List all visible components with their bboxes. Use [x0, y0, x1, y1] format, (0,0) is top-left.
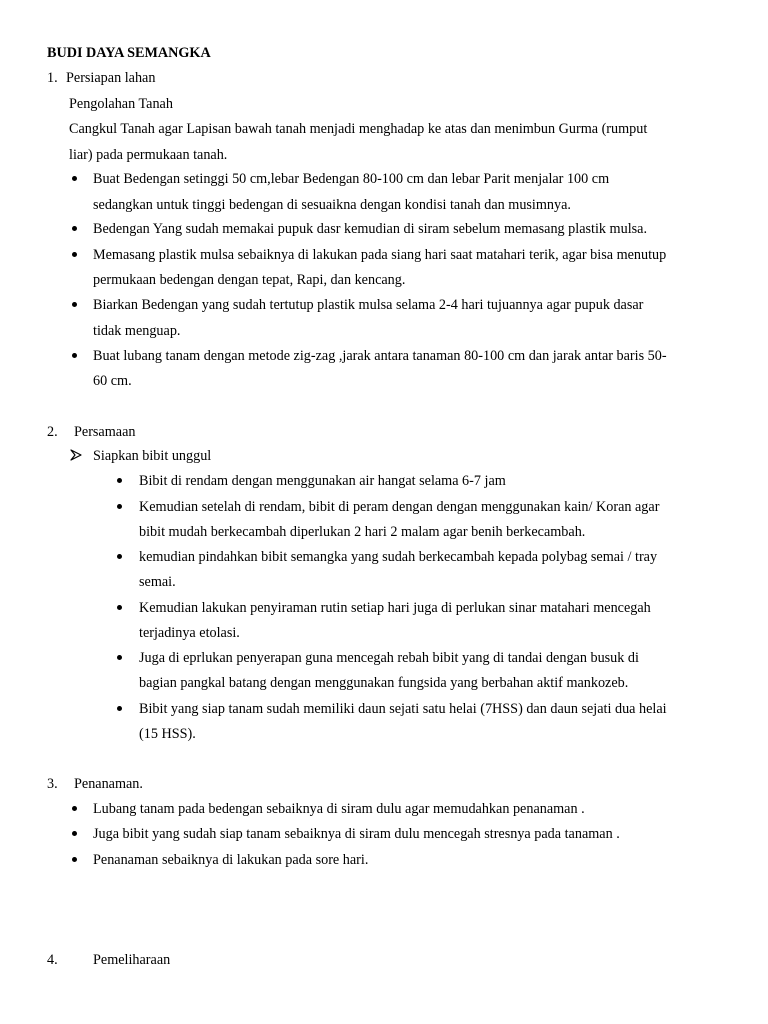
list-item-line: Bedengan Yang sudah memakai pupuk dasr kemudian di siram sebelum memasang plastik mulsa. [93, 221, 647, 237]
bullet-icon [72, 176, 77, 181]
list-item-line: Kemudian lakukan penyiraman rutin setiap hari juga di perlukan sinar matahari mencegah [139, 600, 651, 616]
bullet-icon [72, 353, 77, 358]
section-3-heading: Penanaman. [74, 776, 143, 792]
list-item-line: terjadinya etolasi. [139, 625, 240, 641]
list-item-line: permukaan bedengan dengan tepat, Rapi, dan kencang. [93, 272, 406, 288]
bullet-icon [117, 655, 122, 660]
section-1-subheading: Pengolahan Tanah [69, 96, 173, 112]
list-item-line: Kemudian setelah di rendam, bibit di peram dengan dengan menggunakan kain/ Koran agar [139, 499, 660, 515]
list-item-line: Buat Bedengan setinggi 50 cm,lebar Bedengan 80-100 cm dan lebar Parit menjalar 100 cm [93, 171, 610, 187]
section-2-number: 2. [47, 424, 58, 440]
bullet-icon [72, 806, 77, 811]
section-2-subheading: Siapkan bibit unggul [93, 448, 212, 464]
list-item-line: Biarkan Bedengan yang sudah tertutup plastik mulsa selama 2-4 hari tujuannya agar pupuk dasar [93, 297, 644, 313]
list-item-line: Bibit yang siap tanam sudah memiliki daun sejati satu helai (7HSS) dan daun sejati dua helai [139, 701, 667, 717]
bullet-icon [72, 857, 77, 862]
bullet-icon [72, 252, 77, 257]
section-4-number: 4. [47, 952, 58, 968]
list-item-line: (15 HSS). [139, 726, 196, 742]
section-1-heading: Persiapan lahan [66, 70, 156, 86]
section-1-intro-line: Cangkul Tanah agar Lapisan bawah tanah menjadi menghadap ke atas dan menimbun Gurma (rumput [69, 121, 648, 137]
list-item-line: Memasang plastik mulsa sebaiknya di lakukan pada siang hari saat matahari terik, agar bisa menutup [93, 247, 667, 263]
list-item-line: 60 cm. [93, 373, 132, 389]
list-item-line: Penanaman sebaiknya di lakukan pada sore hari. [93, 852, 369, 868]
bullet-icon [117, 706, 122, 711]
bullet-icon [117, 554, 122, 559]
section-1-intro-line: liar) pada permukaan tanah. [69, 147, 228, 163]
document-title: BUDI DAYA SEMANGKA [47, 45, 211, 61]
list-item-line: semai. [139, 574, 176, 590]
bullet-icon [117, 605, 122, 610]
list-item-line: Buat lubang tanam dengan metode zig-zag ,jarak antara tanaman 80-100 cm dan jarak antar baris 50- [93, 348, 667, 364]
section-1-number: 1. [47, 70, 58, 86]
list-item-line: sedangkan untuk tinggi bedengan di sesuaikna dengan kondisi tanah dan musimnya. [93, 197, 571, 213]
list-item-line: Lubang tanam pada bedengan sebaiknya di siram dulu agar memudahkan penanaman . [93, 801, 585, 817]
section-2-heading: Persamaan [74, 424, 136, 440]
list-item-line: kemudian pindahkan bibit semangka yang sudah berkecambah kepada polybag semai / tray [139, 549, 658, 565]
list-item-line: Juga bibit yang sudah siap tanam sebaiknya di siram dulu mencegah stresnya pada tanaman . [93, 826, 620, 842]
arrow-bullet-icon [70, 449, 82, 461]
list-item-line: Bibit di rendam dengan menggunakan air hangat selama 6-7 jam [139, 473, 506, 489]
list-item-line: bibit mudah berkecambah diperlukan 2 hari 2 malam agar benih berkecambah. [139, 524, 586, 540]
bullet-icon [117, 504, 122, 509]
bullet-icon [72, 302, 77, 307]
list-item-line: bagian pangkal batang dengan menggunakan fungsida yang berbahan aktif mankozeb. [139, 675, 629, 691]
list-item-line: tidak menguap. [93, 323, 181, 339]
bullet-icon [72, 226, 77, 231]
section-4-heading: Pemeliharaan [93, 952, 171, 968]
bullet-icon [117, 478, 122, 483]
section-3-number: 3. [47, 776, 58, 792]
bullet-icon [72, 831, 77, 836]
list-item-line: Juga di eprlukan penyerapan guna mencegah rebah bibit yang di tandai dengan busuk di [139, 650, 639, 666]
